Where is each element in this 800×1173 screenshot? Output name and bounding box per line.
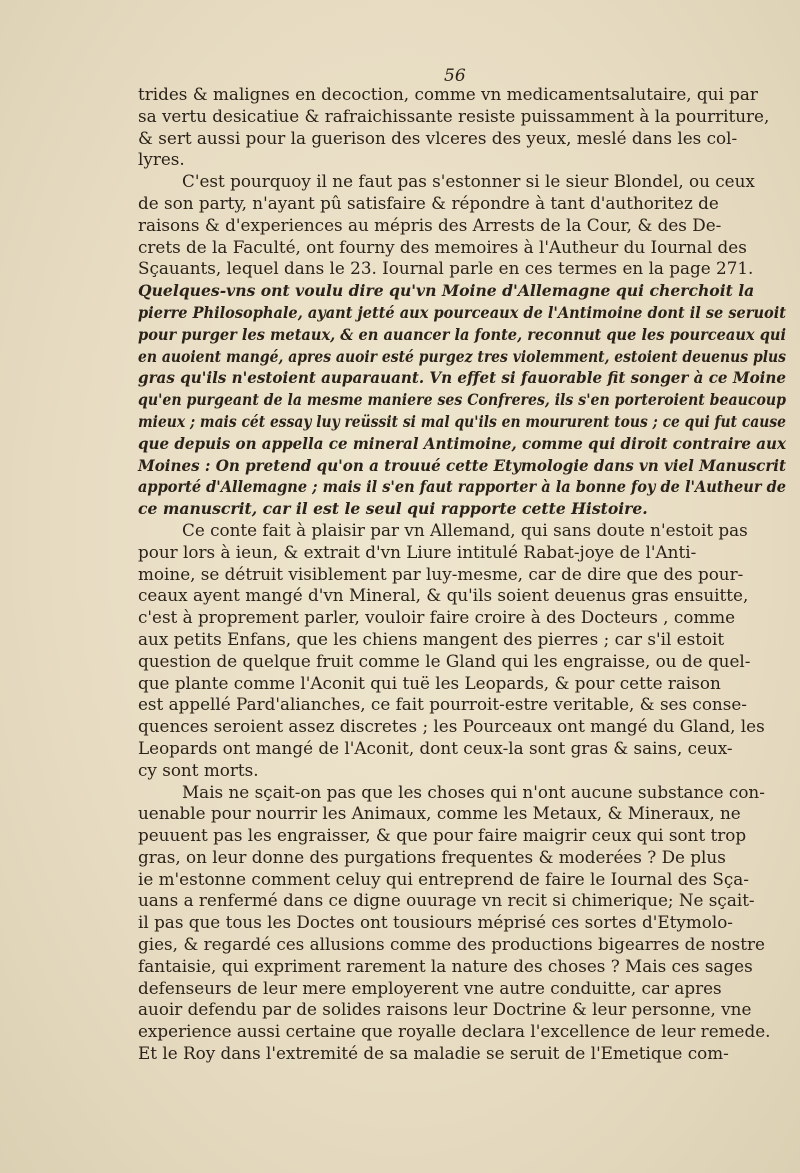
text-line: C'est pourquoy il ne faut pas s'estonner si le sieur Blondel, ou ceux <box>182 171 755 192</box>
text-line: Moines : On pretend qu'on a trouué cette Etymologie dans vn viel Manuscrit <box>138 455 787 475</box>
text-line: pour lors à ieun, & extrait d'vn Liure intitulé Rabat-joye de l'Anti- <box>138 541 697 562</box>
text-line: mieux ; mais cét essay luy reüssit si mal qu'ils en moururent tous ; ce qui fut cause <box>138 411 786 431</box>
paragraph <box>138 280 786 520</box>
paragraph <box>138 520 786 782</box>
text-line: apporté d'Allemagne ; mais il s'en faut rapporter à la bonne foy de l'Autheur de <box>138 477 786 497</box>
text-line: sa vertu desicatiue & rafraichissante resiste puissamment à la pourriture, <box>138 105 770 126</box>
text-line: peuuent pas les engraisser, & que pour faire maigrir ceux qui sont trop <box>138 825 747 846</box>
text-line: cy sont morts. <box>138 759 259 780</box>
text-line: gras, on leur donne des purgations frequentes & moderées ? De plus <box>138 846 726 867</box>
text-line: moine, se détruit visiblement par luy-mesme, car de dire que des pour- <box>138 563 744 584</box>
text-line: que depuis on appella ce mineral Antimoine, comme qui diroit contraire aux <box>138 433 787 453</box>
text-line: experience aussi certaine que royalle declara l'excellence de leur remede. <box>138 1021 771 1042</box>
text-line: question de quelque fruit comme le Gland qui les engraisse, ou de quel- <box>138 650 751 671</box>
text-line: pour purger les metaux, & en auancer la fonte, reconnut que les pourceaux qui <box>138 324 787 344</box>
text-line: que plante comme l'Aconit qui tuë les Leopards, & pour cette raison <box>138 672 721 693</box>
text-line: gies, & regardé ces allusions comme des productions bigearres de nostre <box>138 934 765 955</box>
paragraph <box>138 782 786 1065</box>
text-line: raisons & d'experiences au mépris des Arrests de la Cour, & des De- <box>138 214 722 235</box>
paragraph <box>138 84 786 171</box>
text-line: il pas que tous les Doctes ont tousiours méprisé ces sortes d'Etymolo- <box>138 912 733 933</box>
text-line: Sçauants, lequel dans le 23. Iournal parle en ces termes en la page 271. <box>138 258 754 279</box>
text-line: lyres. <box>138 149 185 170</box>
text-line: Leopards ont mangé de l'Aconit, dont ceux-la sont gras & sains, ceux- <box>138 737 733 758</box>
text-line: defenseurs de leur mere employerent vne autre conduitte, car apres <box>138 977 722 998</box>
text-line: & sert aussi pour la guerison des vlceres des yeux, meslé dans les col- <box>138 127 738 148</box>
text-line: ce manuscrit, car il est le seul qui rapporte cette Histoire. <box>138 499 648 519</box>
text-line: pierre Philosophale, ayant jetté aux pourceaux de l'Antimoine dont il se seruoit <box>138 302 786 322</box>
text-line: aux petits Enfans, que les chiens mangent des pierres ; car s'il estoit <box>138 628 725 649</box>
page-number: 56 <box>444 66 466 86</box>
text-line: uenable pour nourrir les Animaux, comme les Metaux, & Mineraux, ne <box>138 803 741 824</box>
text-line: est appellé Pard'alianches, ce fait pourroit-estre veritable, & ses conse- <box>138 694 747 715</box>
text-line: Quelques-vns ont voulu dire qu'vn Moine d'Allemagne qui cherchoit la <box>138 281 755 301</box>
text-line: gras qu'ils n'estoient auparauant. Vn effet si fauorable fit songer à ce Moine <box>138 368 787 388</box>
text-line: Mais ne sçait-on pas que les choses qui n'ont aucune substance con- <box>182 781 765 802</box>
paragraph <box>138 171 786 280</box>
text-line: Et le Roy dans l'extremité de sa maladie se seruit de l'Emetique com- <box>138 1043 729 1064</box>
text-line: en auoient mangé, apres auoir esté purgez tres violemment, estoient deuenus plus <box>138 346 787 366</box>
text-line: Ce conte fait à plaisir par vn Allemand, qui sans doute n'estoit pas <box>182 519 748 540</box>
text-line: fantaisie, qui expriment rarement la nature des choses ? Mais ces sages <box>138 955 753 976</box>
text-line: de son party, n'ayant pû satisfaire & répondre à tant d'authoritez de <box>138 192 719 213</box>
text-line: quences seroient assez discretes ; les Pourceaux ont mangé du Gland, les <box>138 716 765 737</box>
text-line: c'est à proprement parler, vouloir faire croire à des Docteurs , comme <box>138 607 736 628</box>
text-line: trides & malignes en decoction, comme vn medicamentsalutaire, qui par <box>138 84 758 104</box>
text-line: uans a renfermé dans ce digne ouurage vn recit si chimerique; Ne sçait- <box>138 890 755 911</box>
text-line: qu'en purgeant de la mesme maniere ses Confreres, ils s'en porteroient beaucoup <box>138 390 786 410</box>
body-text <box>138 84 786 1065</box>
text-line: auoir defendu par de solides raisons leur Doctrine & leur personne, vne <box>138 999 752 1020</box>
text-line: crets de la Faculté, ont fourny des memoires à l'Autheur du Iournal des <box>138 236 747 257</box>
text-line: ceaux ayent mangé d'vn Mineral, & qu'ils soient deuenus gras ensuitte, <box>138 585 749 606</box>
text-line: ie m'estonne comment celuy qui entreprend de faire le Iournal des Sça- <box>138 868 749 889</box>
